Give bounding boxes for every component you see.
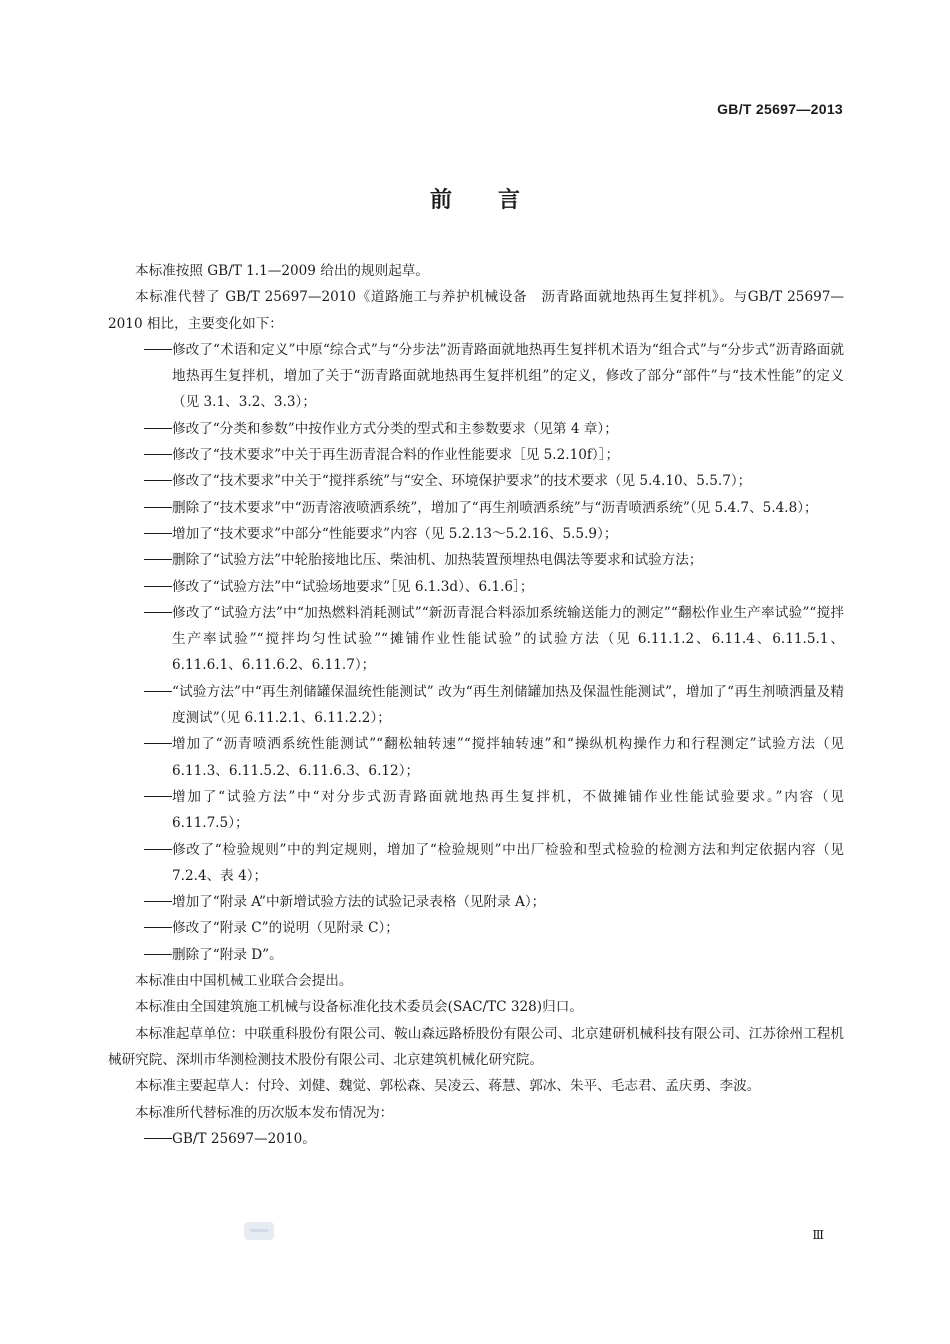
change-item: 修改了“检验规则”中的判定规则，增加了“检验规则”中出厂检验和型式检验的检测方法和判定依据内容（见 7.2.4、表 4）； <box>108 837 844 890</box>
managed-by-paragraph: 本标准由全国建筑施工机械与设备标准化技术委员会(SAC/TC 328)归口。 <box>135 999 583 1016</box>
change-item: “试验方法”中“再生剂储罐保温统性能测试” 改为“再生剂储罐加热及保温性能测试”，增加了“再生剂喷洒量及精度测试”（见 6.11.2.1、6.11.2.2）； <box>108 679 844 732</box>
change-item: 修改了“试验方法”中“加热燃料消耗测试”“新沥青混合料添加系统输送能力的测定”“翻松作业生产率试验”“搅拌生产率试验”“搅拌均匀性试验”“摊铺作业性能试验”的试验方法（见 6.11.1.2、6.11.4、6.11.5.1、6.11.6.1、6.11.6.2、6.11.7）； <box>108 600 844 679</box>
history-intro-paragraph: 本标准所代替标准的历次版本发布情况为： <box>135 1104 394 1121</box>
em-dash-mark <box>144 442 172 468</box>
em-dash-mark <box>144 837 172 863</box>
em-dash-mark <box>144 1126 172 1152</box>
change-item: 修改了“技术要求”中关于“搅拌系统”与“安全、环境保护要求”的技术要求（见 5.4.10、5.5.7）； <box>108 468 844 494</box>
drafting-units-paragraph: 本标准起草单位：中联重科股份有限公司、鞍山森远路桥股份有限公司、北京建研机械科技有限公司、江苏徐州工程机械研究院、深圳市华测检测技术股份有限公司、北京建筑机械化研究院。 <box>108 1025 844 1068</box>
history-item: GB/T 25697—2010。 <box>108 1126 844 1152</box>
em-dash-mark <box>144 468 172 494</box>
em-dash-mark <box>144 574 172 600</box>
change-item: 增加了“技术要求”中部分“性能要求”内容（见 5.2.13～5.2.16、5.5.9）； <box>108 521 844 547</box>
change-item: 增加了“附录 A”中新增试验方法的试验记录表格（见附录 A）； <box>108 889 844 915</box>
document-body <box>108 258 844 1152</box>
em-dash-mark <box>144 416 172 442</box>
change-item: 修改了“技术要求”中关于再生沥青混合料的作业性能要求［见 5.2.10f）］； <box>108 442 844 468</box>
change-item: 删除了“附录 D”。 <box>108 942 844 968</box>
em-dash-mark <box>144 942 172 968</box>
em-dash-mark <box>144 889 172 915</box>
em-dash-mark <box>144 784 172 810</box>
drafting-rule-paragraph: 本标准按照 GB/T 1.1—2009 给出的规则起草。 <box>135 263 429 279</box>
change-item: 增加了“试验方法”中“对分步式沥青路面就地热再生复拌机，不做摊铺作业性能试验要求。”内容（见 6.11.7.5）； <box>108 784 844 837</box>
standard-code-header: GB/T 25697—2013 <box>717 101 843 117</box>
title-char-2: 言 <box>498 188 521 213</box>
page-number: Ⅲ <box>812 1228 824 1242</box>
change-item: 修改了“术语和定义”中原“综合式”与“分步法”沥青路面就地热再生复拌机术语为“组合式”与“分步式”沥青路面就地热再生复拌机，增加了关于“沥青路面就地热再生复拌机组”的定义，修改了部分“部件”与“技术性能”的定义（见 3.1、3.2、3.3）； <box>108 337 844 416</box>
em-dash-mark <box>144 547 172 573</box>
page-title <box>0 183 950 214</box>
em-dash-mark <box>144 731 172 757</box>
change-item: 删除了“技术要求”中“沥青溶液喷洒系统”，增加了“再生剂喷洒系统”与“沥青喷洒系统”（见 5.4.7、5.4.8）； <box>108 495 844 521</box>
change-item: 修改了“分类和参数”中按作业方式分类的型式和主参数要求（见第 4 章）； <box>108 416 844 442</box>
em-dash-mark <box>144 915 172 941</box>
changes-list <box>108 337 844 968</box>
title-char-1: 前 <box>429 188 452 213</box>
em-dash-mark <box>144 495 172 521</box>
change-item: 修改了“试验方法”中“试验场地要求”［见 6.1.3d）、6.1.6］； <box>108 574 844 600</box>
change-item: 修改了“附录 C”的说明（见附录 C）； <box>108 915 844 941</box>
em-dash-mark <box>144 521 172 547</box>
change-item: 删除了“试验方法”中轮胎接地比压、柴油机、加热装置预埋热电偶法等要求和试验方法； <box>108 547 844 573</box>
em-dash-mark <box>144 600 172 626</box>
replacement-paragraph: 本标准代替了 GB/T 25697—2010《道路施工与养护机械设备 沥青路面就地热再生复拌机》。与GB/T 25697—2010 相比，主要变化如下： <box>108 289 844 332</box>
em-dash-mark <box>144 337 172 363</box>
drafters-paragraph: 本标准主要起草人：付玲、刘健、魏觉、郭松森、吴凌云、蒋慧、郭冰、朱平、毛志君、孟庆勇、李波。 <box>135 1078 761 1095</box>
proposed-by-paragraph: 本标准由中国机械工业联合会提出。 <box>135 973 353 990</box>
sac-watermark-logo-icon <box>244 1222 274 1240</box>
em-dash-mark <box>144 679 172 705</box>
change-item: 增加了“沥青喷洒系统性能测试”“翻松轴转速”“搅拌轴转速”和“操纵机构操作力和行程测定”试验方法（见 6.11.3、6.11.5.2、6.11.6.3、6.12）； <box>108 731 844 784</box>
